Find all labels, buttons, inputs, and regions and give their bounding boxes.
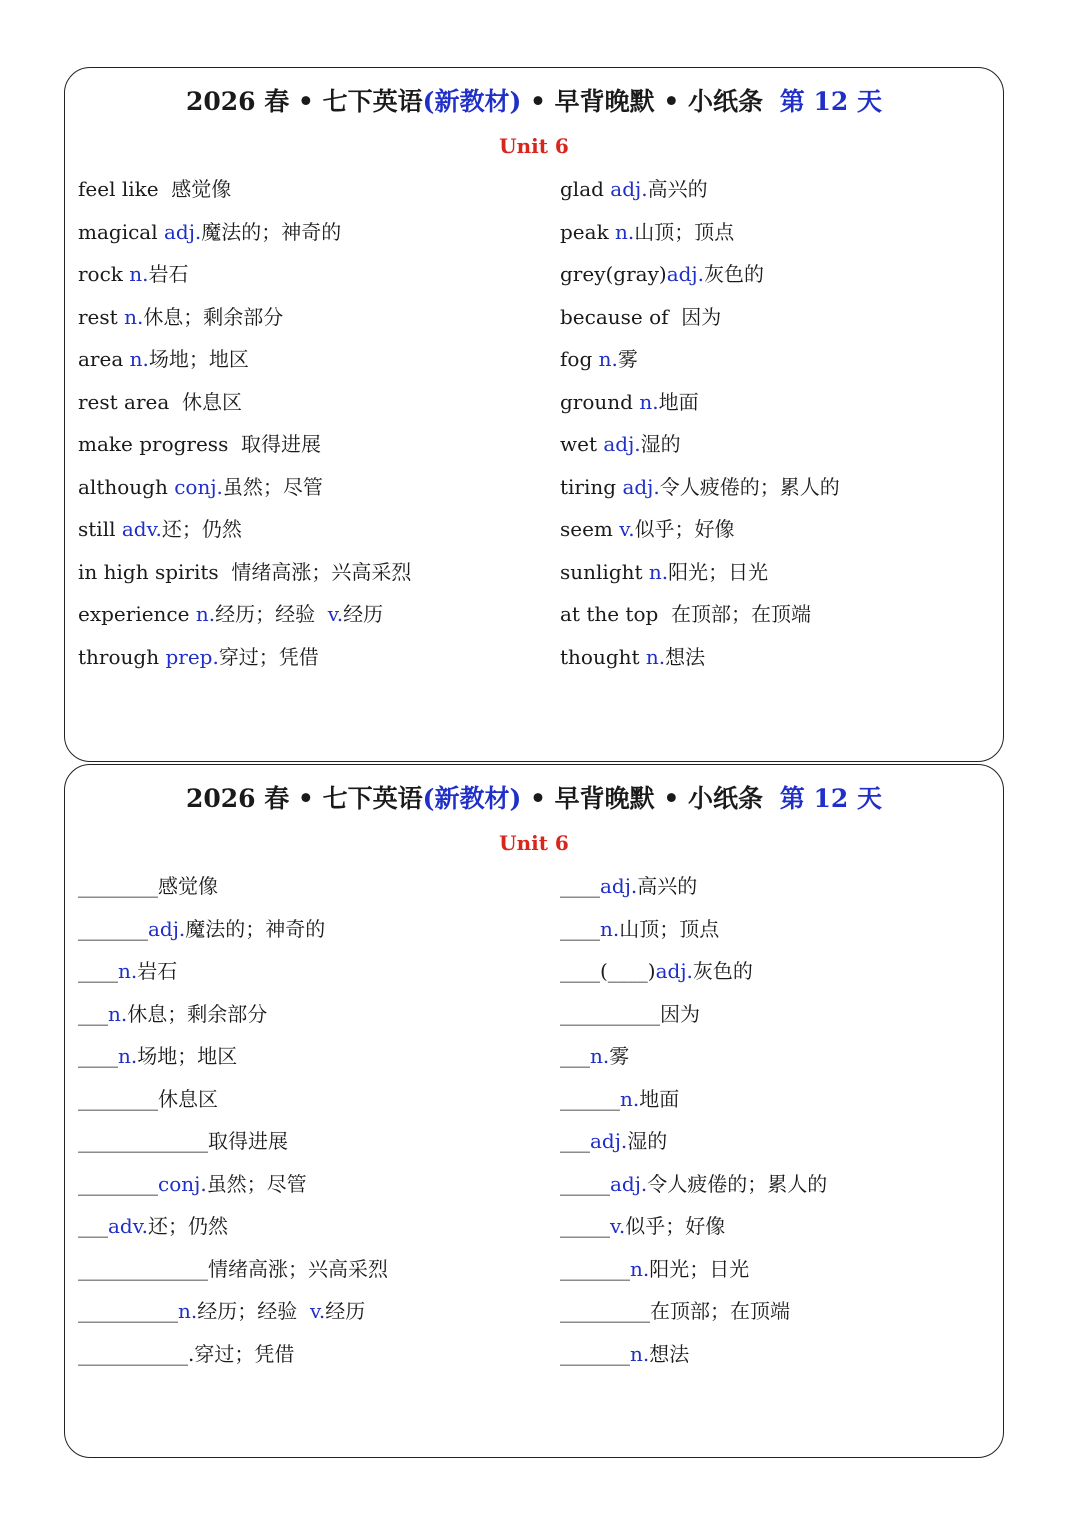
part-of-speech: n. <box>118 959 138 983</box>
vocab-entry <box>78 913 388 956</box>
card-title: 2026 春 • 七下英语(新教材) • 早背晚默 • 小纸条 第 12 天 <box>185 87 883 116</box>
entry-text: 场地；地区 <box>148 347 249 371</box>
entry-text: 令人疲倦的；累人的 <box>647 1171 828 1196</box>
entry-text: 场地；地区 <box>137 1044 238 1068</box>
entry-text: 高兴的 <box>637 874 698 898</box>
entry-text: 在顶部；在顶端 <box>650 1299 790 1323</box>
vocab-entry <box>78 598 411 641</box>
entry-text: 经历 <box>343 602 384 626</box>
unit-label: Unit 6 <box>499 134 569 158</box>
vocab-column-left <box>78 173 411 683</box>
answer-blank: __________ <box>78 1299 178 1323</box>
vocab-entry <box>78 386 411 429</box>
entry-text: sunlight <box>560 559 649 584</box>
part-of-speech: n. <box>620 1086 640 1111</box>
part-of-speech: n. <box>129 347 149 371</box>
entry-text: 经历；经验 <box>197 1299 310 1323</box>
part-of-speech: n. <box>648 559 669 584</box>
unit-label: Unit 6 <box>499 831 569 855</box>
entry-text: 雾 <box>609 1044 630 1068</box>
part-of-speech: adj. <box>622 474 660 499</box>
vocab-entry <box>560 301 840 344</box>
entry-text: 魔法的；神奇的 <box>201 219 342 244</box>
entry-text: 魔法的；神奇的 <box>185 916 326 941</box>
part-of-speech: adv. <box>108 1214 149 1238</box>
vocab-entry <box>78 1083 388 1126</box>
part-of-speech: n. <box>108 1001 128 1026</box>
vocab-entry <box>560 1125 827 1168</box>
entry-text: still <box>78 517 122 541</box>
answer-blank: ______ <box>560 1086 620 1111</box>
entry-text: at the top 在顶部；在顶端 <box>560 602 812 626</box>
entry-text: 还；仍然 <box>161 517 242 541</box>
part-of-speech: adj. <box>600 874 638 898</box>
vocab-entry <box>78 258 411 301</box>
part-of-speech: n. <box>590 1044 610 1068</box>
vocab-entry <box>78 1040 388 1083</box>
part-of-speech: n. <box>630 1341 650 1366</box>
entry-text: 岩石 <box>148 262 189 286</box>
entry-text: 想法 <box>665 644 706 669</box>
day-number: 12 <box>813 784 849 813</box>
title-highlight: (新教材) <box>422 87 522 116</box>
part-of-speech: v. <box>619 517 635 541</box>
part-of-speech: v. <box>309 1299 326 1323</box>
vocab-entry <box>560 386 840 429</box>
entry-text: because of 因为 <box>560 304 722 329</box>
vocab-entry <box>78 216 411 259</box>
part-of-speech: conj. <box>158 1171 207 1196</box>
vocab-entry <box>78 870 388 913</box>
entry-text: 休息；剩余部分 <box>143 304 284 329</box>
day-suffix: 天 <box>857 87 883 116</box>
part-of-speech: adj. <box>590 1129 628 1153</box>
vocab-entry <box>78 301 411 344</box>
entry-text: 虽然；尽管 <box>222 474 323 499</box>
answer-blank: _____ <box>560 1171 610 1196</box>
part-of-speech: adj. <box>603 432 641 456</box>
part-of-speech: adj. <box>655 959 693 983</box>
entry-text: 山顶；顶点 <box>619 916 720 941</box>
vocab-entry <box>78 1125 388 1168</box>
entry-text: 湿的 <box>627 1129 668 1153</box>
part-of-speech: adj. <box>610 177 648 201</box>
entry-text: 似乎；好像 <box>625 1214 726 1238</box>
answer-blank: ___________ <box>78 1341 188 1366</box>
vocab-entry <box>560 1083 827 1126</box>
vocab-entry <box>78 343 411 386</box>
vocab-entry <box>560 343 840 386</box>
entry-text: in high spirits 情绪高涨；兴高采烈 <box>78 559 412 584</box>
vocab-entry <box>560 1338 827 1381</box>
entry-text: experience <box>78 602 196 626</box>
entry-text: 令人疲倦的；累人的 <box>659 474 840 499</box>
answer-blank: _____________ <box>78 1129 208 1153</box>
vocab-entry <box>560 556 840 599</box>
answer-blank: ____ <box>560 916 600 941</box>
entry-text: 地面 <box>639 1086 680 1111</box>
vocab-entry <box>560 1295 827 1338</box>
vocab-entry <box>78 1253 388 1296</box>
answer-blank: _______ <box>78 916 148 941</box>
answer-blank: _____ <box>560 1214 610 1238</box>
entry-text: glad <box>560 177 611 201</box>
entry-text: 还；仍然 <box>148 1214 229 1238</box>
title-highlight: (新教材) <box>422 784 522 813</box>
day-label: 第 <box>779 87 805 116</box>
part-of-speech: n. <box>598 347 618 371</box>
part-of-speech: adj. <box>163 219 202 244</box>
entry-text: 阳光；日光 <box>668 559 769 584</box>
dictation-column-left <box>78 870 388 1380</box>
vocab-column-right <box>560 173 840 683</box>
entry-text: 似乎；好像 <box>634 517 735 541</box>
vocab-entry <box>78 556 411 599</box>
vocab-entry <box>78 998 388 1041</box>
entry-text: 岩石 <box>137 959 178 983</box>
vocab-entry <box>78 1210 388 1253</box>
answer-blank: _______ <box>560 1341 630 1366</box>
vocab-entry <box>78 1338 388 1381</box>
entry-text: 灰色的 <box>704 262 764 286</box>
entry-text: make progress 取得进展 <box>78 432 322 456</box>
entry-text: 休息；剩余部分 <box>127 1001 268 1026</box>
entry-text: .穿过；凭借 <box>188 1341 295 1366</box>
entry-text: rest <box>78 304 125 329</box>
part-of-speech: adj. <box>148 916 186 941</box>
vocab-entry <box>560 173 840 216</box>
dictation-column-right <box>560 870 827 1380</box>
entry-text: 想法 <box>649 1341 690 1366</box>
part-of-speech: n. <box>124 304 144 329</box>
vocab-entry <box>560 216 840 259</box>
entry-text: grey(gray) <box>560 262 667 286</box>
part-of-speech: n. <box>195 602 216 626</box>
entry-text: 虽然；尽管 <box>206 1171 307 1196</box>
part-of-speech: n. <box>129 262 149 286</box>
part-of-speech: n. <box>178 1299 198 1323</box>
vocab-card <box>64 67 1004 762</box>
part-of-speech: v. <box>327 602 344 626</box>
vocab-entry <box>560 1253 827 1296</box>
part-of-speech: adj. <box>610 1171 648 1196</box>
vocab-entry <box>78 471 411 514</box>
card-title: 2026 春 • 七下英语(新教材) • 早背晚默 • 小纸条 第 12 天 <box>185 784 883 813</box>
entry-text: 地面 <box>658 389 699 414</box>
entry-text: magical <box>78 219 164 244</box>
vocab-entry <box>560 513 840 556</box>
entry-text: tiring <box>560 474 623 499</box>
entry-text: 穿过；凭借 <box>218 644 319 669</box>
entry-text: 感觉像 <box>158 874 218 898</box>
part-of-speech: conj. <box>174 474 223 499</box>
vocab-entry <box>560 913 827 956</box>
dictation-card <box>64 764 1004 1458</box>
entry-text: 高兴的 <box>647 177 708 201</box>
entry-text: 情绪高涨；兴高采烈 <box>208 1256 388 1281</box>
vocab-entry <box>560 471 840 514</box>
entry-text: rock <box>78 262 130 286</box>
entry-text: 因为 <box>660 1001 700 1026</box>
part-of-speech: adv. <box>121 517 162 541</box>
entry-text: 取得进展 <box>208 1129 288 1153</box>
vocab-entry <box>78 173 411 216</box>
day-suffix: 天 <box>857 784 883 813</box>
vocab-entry <box>78 1295 388 1338</box>
entry-text: 经历 <box>325 1299 366 1323</box>
part-of-speech: adj. <box>666 262 704 286</box>
vocab-entry <box>560 998 827 1041</box>
answer-blank: ___ <box>560 1129 590 1153</box>
vocab-entry <box>560 870 827 913</box>
answer-blank: ___ <box>78 1214 108 1238</box>
answer-blank: ________ <box>78 874 158 898</box>
entry-text: wet <box>560 432 604 456</box>
entry-text: seem <box>560 517 620 541</box>
entry-text: 雾 <box>617 347 638 371</box>
vocab-entry <box>78 641 411 684</box>
entry-text: fog <box>560 347 599 371</box>
vocab-entry <box>560 258 840 301</box>
entry-text: feel like 感觉像 <box>78 177 232 201</box>
entry-text: 休息区 <box>158 1086 218 1111</box>
vocab-entry <box>560 641 840 684</box>
entry-text: 山顶；顶点 <box>634 219 735 244</box>
answer-blank: _________ <box>560 1299 650 1323</box>
day-number: 12 <box>813 87 849 116</box>
entry-text: through <box>78 644 166 669</box>
answer-blank: _______ <box>560 1256 630 1281</box>
entry-text: 经历；经验 <box>215 602 328 626</box>
answer-blank: ____ <box>560 874 600 898</box>
answer-blank: ___ <box>78 1001 108 1026</box>
vocab-entry <box>560 1210 827 1253</box>
vocab-entry <box>560 1040 827 1083</box>
day-label: 第 <box>779 784 805 813</box>
vocab-entry <box>78 513 411 556</box>
answer-blank: ___ <box>560 1044 590 1068</box>
entry-text: although <box>78 474 175 499</box>
part-of-speech: n. <box>615 219 635 244</box>
part-of-speech: v. <box>610 1214 626 1238</box>
part-of-speech: n. <box>639 389 659 414</box>
vocab-entry <box>78 428 411 471</box>
answer-blank: __________ <box>560 1001 660 1026</box>
part-of-speech: n. <box>645 644 666 669</box>
answer-blank: ____ <box>78 1044 118 1068</box>
vocab-entry <box>560 955 827 998</box>
answer-blank: ________ <box>78 1086 158 1111</box>
entry-text: peak <box>560 219 616 244</box>
part-of-speech: n. <box>630 1256 650 1281</box>
part-of-speech: n. <box>118 1044 138 1068</box>
entry-text: rest area 休息区 <box>78 389 243 414</box>
vocab-entry <box>78 1168 388 1211</box>
vocab-entry <box>560 428 840 471</box>
entry-text: 阳光；日光 <box>649 1256 750 1281</box>
entry-text: 湿的 <box>640 432 681 456</box>
answer-blank: ________ <box>78 1171 158 1196</box>
part-of-speech: n. <box>600 916 620 941</box>
entry-text: ground <box>560 389 640 414</box>
part-of-speech: prep. <box>165 644 219 669</box>
entry-text: thought <box>560 644 646 669</box>
answer-blank: _____________ <box>78 1256 208 1281</box>
entry-text: area <box>78 347 130 371</box>
entry-text: 灰色的 <box>692 959 753 983</box>
vocab-entry <box>560 1168 827 1211</box>
vocab-entry <box>78 955 388 998</box>
answer-blank: ____(____) <box>560 959 656 983</box>
answer-blank: ____ <box>78 959 118 983</box>
vocab-entry <box>560 598 840 641</box>
